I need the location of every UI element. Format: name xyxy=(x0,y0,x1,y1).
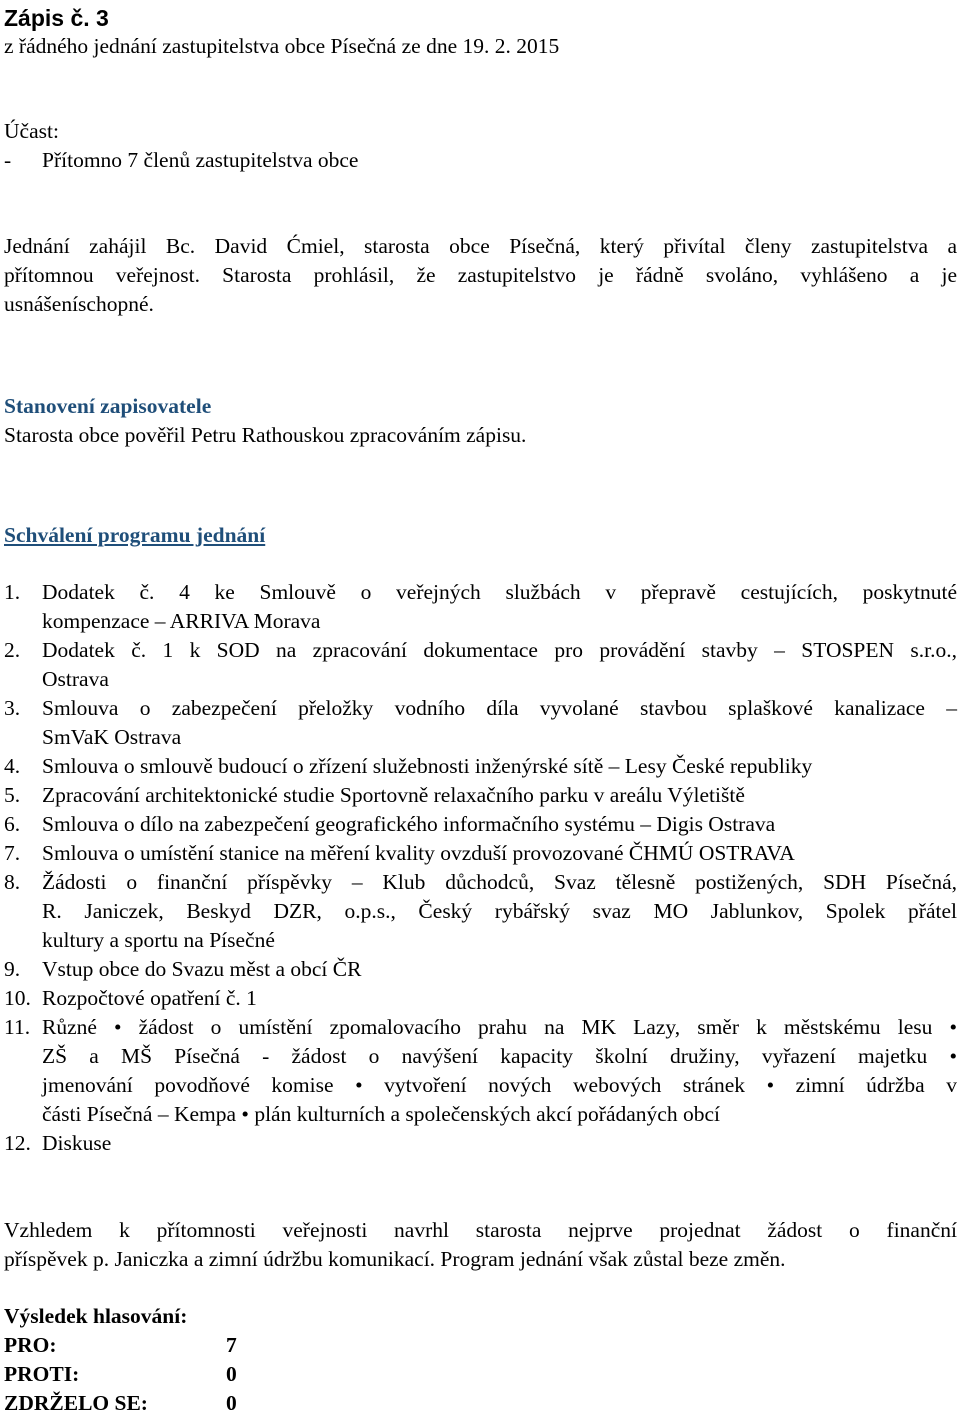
agenda-item-number: 3. xyxy=(4,696,21,720)
agenda-item-line: části Písečná – Kempa • plán kulturních a společenských akcí pořádaných obcí xyxy=(42,1102,720,1126)
agenda-item-line: jmenování povodňové komise • vytvoření nových webových stránek • zimní údržba v xyxy=(42,1073,957,1097)
agenda-item-line: Různé • žádost o umístění zpomalovacího prahu na MK Lazy, směr k městskému lesu • xyxy=(42,1015,957,1039)
vote-heading: Výsledek hlasování: xyxy=(4,1304,188,1328)
agenda-item-number: 2. xyxy=(4,638,21,662)
agenda-item-line: Smlouva o umístění stanice na měření kvality ovzduší provozované ČHMÚ OSTRAVA xyxy=(42,841,795,865)
agenda-item-number: 1. xyxy=(4,580,21,604)
agenda-item-line: Zpracování architektonické studie Sportovně relaxačního parku v areálu Výletiště xyxy=(42,783,745,807)
agenda-item-line: Dodatek č. 4 ke Smlouvě o veřejných službách v přepravě cestujících, poskytnuté xyxy=(42,580,957,604)
attendance-label: Účast: xyxy=(4,119,59,143)
agenda-item-line: ZŠ a MŠ Písečná - žádost o navýšení kapacity školní družiny, vyřazení majetku • xyxy=(42,1044,957,1068)
agenda-item-line: Smlouva o smlouvě budoucí o zřízení služebnosti inženýrské sítě – Lesy České republiky xyxy=(42,754,813,778)
vote-value-zdrzelo: 0 xyxy=(226,1391,237,1415)
opening-line-3: usnášeníschopné. xyxy=(4,292,154,316)
vote-label-zdrzelo: ZDRŽELO SE: xyxy=(4,1391,148,1415)
agenda-item-line: R. Janiczek, Beskyd DZR, o.p.s., Český rybářský svaz MO Jablunkov, Spolek přátel xyxy=(42,899,957,923)
vote-value-proti: 0 xyxy=(226,1362,237,1386)
agenda-item-number: 9. xyxy=(4,957,21,981)
agenda-item-number: 5. xyxy=(4,783,21,807)
agenda-heading: Schválení programu jednání xyxy=(4,523,266,547)
agenda-item-number: 7. xyxy=(4,841,21,865)
opening-line-1: Jednání zahájil Bc. David Ćmiel, starosta obce Písečná, který přivítal členy zastupitelstva a xyxy=(4,234,957,258)
agenda-item-line: kompenzace – ARRIVA Morava xyxy=(42,609,321,633)
agenda-item-line: Vstup obce do Svazu měst a obcí ČR xyxy=(42,957,362,981)
agenda-item-number: 11. xyxy=(4,1015,31,1039)
recorder-heading: Stanovení zapisovatele xyxy=(4,394,212,418)
attendance-text: Přítomno 7 členů zastupitelstva obce xyxy=(42,148,359,172)
note-line-2: příspěvek p. Janiczka a zimní údržbu komunikací. Program jednání však zůstal beze změn. xyxy=(4,1247,786,1271)
vote-label-pro: PRO: xyxy=(4,1333,57,1357)
agenda-item-line: Ostrava xyxy=(42,667,109,691)
attendance-dash: - xyxy=(4,148,12,172)
recorder-text: Starosta obce pověřil Petru Rathouskou zpracováním zápisu. xyxy=(4,423,527,447)
agenda-item-line: Rozpočtové opatření č. 1 xyxy=(42,986,257,1010)
note-line-1: Vzhledem k přítomnosti veřejnosti navrhl starosta nejprve projednat žádost o finanční xyxy=(4,1218,957,1242)
vote-value-pro: 7 xyxy=(226,1333,237,1357)
agenda-item-line: Diskuse xyxy=(42,1131,112,1155)
agenda-item-number: 12. xyxy=(4,1131,31,1155)
agenda-item-number: 8. xyxy=(4,870,21,894)
vote-label-proti: PROTI: xyxy=(4,1362,80,1386)
agenda-item-number: 10. xyxy=(4,986,31,1010)
agenda-item-number: 6. xyxy=(4,812,21,836)
agenda-item-number: 4. xyxy=(4,754,21,778)
agenda-item-line: SmVaK Ostrava xyxy=(42,725,182,749)
agenda-item-line: Dodatek č. 1 k SOD na zpracování dokumentace pro provádění stavby – STOSPEN s.r.o., xyxy=(42,638,957,662)
agenda-item-line: Smlouva o zabezpečení přeložky vodního díla vyvolané stavbou splaškové kanalizace – xyxy=(42,696,957,720)
agenda-item-line: kultury a sportu na Písečné xyxy=(42,928,275,952)
document-title: Zápis č. 3 xyxy=(4,5,109,31)
agenda-item-line: Žádosti o finanční příspěvky – Klub důchodců, Svaz tělesně postižených, SDH Písečná, xyxy=(42,870,957,894)
document-subtitle: z řádného jednání zastupitelstva obce Písečná ze dne 19. 2. 2015 xyxy=(4,34,560,58)
opening-line-2: přítomnou veřejnost. Starosta prohlásil, že zastupitelstvo je řádně svoláno, vyhlášeno a je xyxy=(4,263,957,287)
agenda-item-line: Smlouva o dílo na zabezpečení geografického informačního systému – Digis Ostrava xyxy=(42,812,776,836)
